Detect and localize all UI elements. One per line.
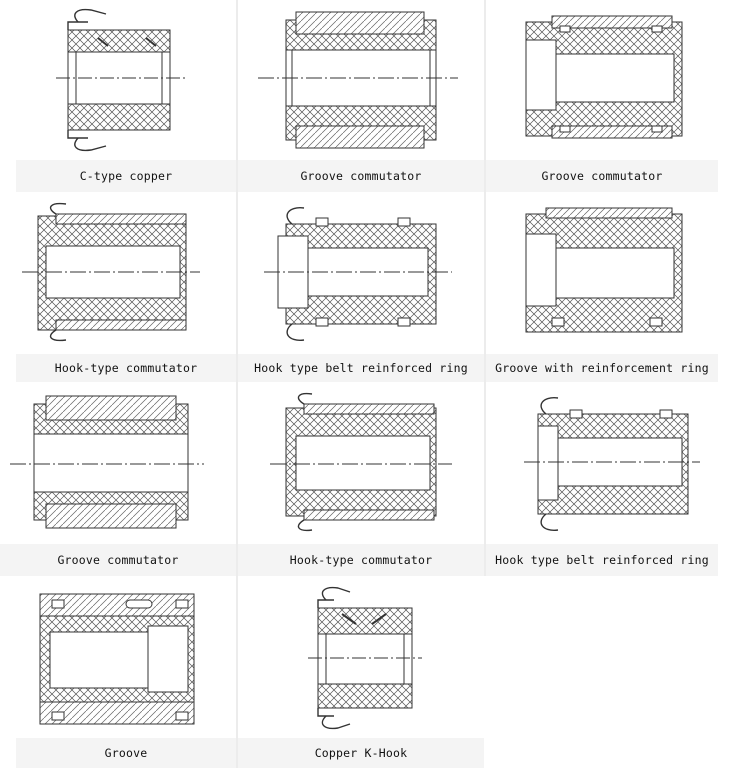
catalog-caption: Hook type belt reinforced ring xyxy=(238,354,484,382)
catalog-caption: C-type copper xyxy=(16,160,236,192)
hook-type-commutator-drawing xyxy=(16,194,236,354)
catalog-caption: Hook-type commutator xyxy=(16,354,236,382)
catalog-caption: Copper K-Hook xyxy=(238,738,484,768)
grid-divider xyxy=(484,0,486,576)
catalog-item-hook-type-commutator xyxy=(16,194,236,382)
groove-drawing xyxy=(16,578,236,738)
catalog-caption: Groove commutator xyxy=(238,160,484,192)
catalog-caption: Groove with reinforcement ring xyxy=(486,354,718,382)
catalog-item-groove-reinforcement-ring xyxy=(486,194,718,382)
catalog-item-groove xyxy=(16,578,236,768)
hook-belt-reinforced-drawing xyxy=(486,384,718,544)
grid-divider xyxy=(236,0,238,768)
catalog-caption: Groove commutator xyxy=(0,544,236,576)
catalog-item-copper-k-hook xyxy=(238,578,484,768)
catalog-item-groove-commutator xyxy=(238,0,484,192)
groove-commutator-drawing xyxy=(486,0,718,160)
catalog-item-hook-belt-reinforced-ring-2 xyxy=(486,384,718,576)
groove-commutator-drawing xyxy=(238,0,484,160)
catalog-caption: Hook type belt reinforced ring xyxy=(486,544,718,576)
catalog-item-hook-belt-reinforced-ring xyxy=(238,194,484,382)
groove-reinforcement-drawing xyxy=(486,194,718,354)
hook-type-commutator-drawing xyxy=(238,384,484,544)
groove-commutator-drawing xyxy=(0,384,236,544)
catalog-item-groove-commutator-2 xyxy=(486,0,718,192)
catalog-item-c-type-copper xyxy=(16,0,236,192)
catalog-caption: Groove xyxy=(16,738,236,768)
hook-belt-reinforced-drawing xyxy=(238,194,484,354)
catalog-item-groove-commutator-3 xyxy=(0,384,236,576)
catalog-caption: Hook-type commutator xyxy=(238,544,484,576)
copper-k-hook-drawing xyxy=(238,578,484,738)
catalog-item-hook-type-commutator-2 xyxy=(238,384,484,576)
catalog-caption: Groove commutator xyxy=(486,160,718,192)
c-type-copper-drawing xyxy=(16,0,236,160)
